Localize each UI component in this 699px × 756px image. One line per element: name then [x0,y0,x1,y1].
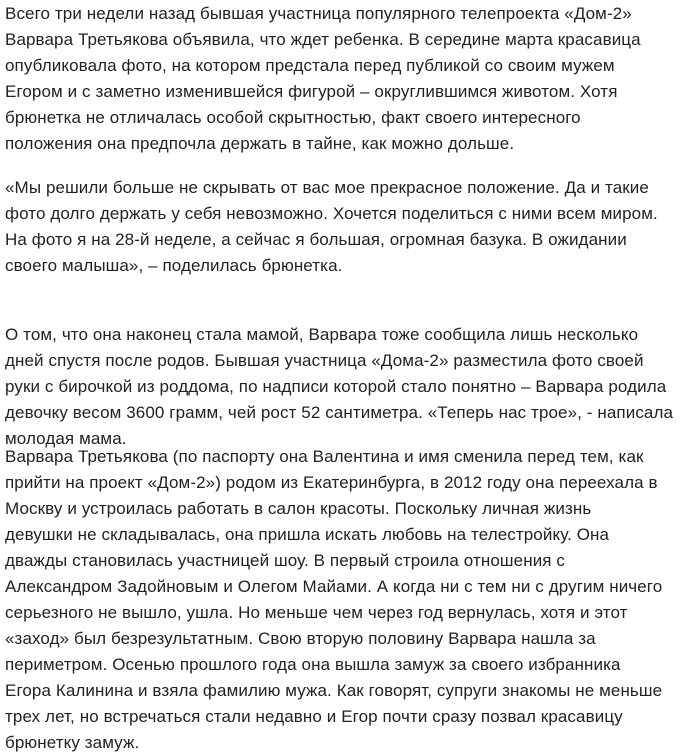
text-line: «заход» был безрезультатным. Свою вторую половину Варвара нашла за [5,629,596,648]
text-line: Егором и с заметно изменившейся фигурой – округлившимся животом. Хотя [5,82,618,101]
text-line: фото долго держать у себя невозможно. Хочется поделиться с ними всем миром. [5,204,658,223]
text-line: О том, что она наконец стала мамой, Варвара тоже сообщила лишь несколько [5,325,639,344]
text-line: прийти на проект «Дом-2») родом из Екатеринбурга, в 2012 году она переехала в [5,473,658,492]
text-line: На фото я на 28-й неделе, а сейчас я большая, огромная базука. В ожидании [5,230,627,249]
text-line: руки с бирочкой из роддома, по надписи которой стало понятно – Варвара родила [5,377,667,396]
text-line: Александром Задойновым и Олегом Майами. А когда ни с тем ни с другим ничего [5,577,663,596]
text-line: брюнетку замуж. [5,733,140,752]
text-line: молодая мама. [5,429,127,448]
text-line: «Мы решили больше не скрывать от вас мое прекрасное положение. Да и такие [5,178,649,197]
article-paragraph-3 [5,322,673,452]
text-line: Варвара Третьякова объявила, что ждет ребенка. В середине марта красавица [5,30,641,49]
text-line: брюнетка не отличалась особой скрытностью, факт своего интересного [5,108,581,127]
text-line: Москву и устроилась работать в салон красоты. Поскольку личная жизнь [5,499,592,518]
text-line: опубликовала фото, на котором предстала перед публикой со своим мужем [5,56,615,75]
article-paragraph-2 [5,175,658,279]
article-paragraph-4 [5,444,662,756]
text-line: серьезного не вышло, ушла. Но меньше чем через год вернулась, хотя и этот [5,603,628,622]
text-line: Всего три недели назад бывшая участница популярного телепроекта «Дом-2» [5,4,632,23]
text-line: девочку весом 3600 грамм, чей рост 52 сантиметра. «Теперь нас трое», - написала [5,403,674,422]
text-line: трех лет, но встречаться стали недавно и Егор почти сразу позвал красавицу [5,707,623,726]
article-paragraph-1 [5,1,641,157]
text-line: девушки не складывалась, она пришла искать любовь на телестройку. Она [5,525,610,544]
text-line: своего малыша», – поделилась брюнетка. [5,256,343,275]
text-line: дважды становилась участницей шоу. В первый строила отношения с [5,551,566,570]
text-line: дней спустя после родов. Бывшая участница «Дома-2» разместила фото своей [5,351,644,370]
text-line: Варвара Третьякова (по паспорту она Валентина и имя сменила перед тем, как [5,447,644,466]
text-line: Егора Калинина и взяла фамилию мужа. Как говорят, супруги знакомы не меньше [5,681,663,700]
text-line: положения она предпочла держать в тайне, как можно дольше. [5,134,515,153]
text-line: периметром. Осенью прошлого года она вышла замуж за своего избранника [5,655,621,674]
